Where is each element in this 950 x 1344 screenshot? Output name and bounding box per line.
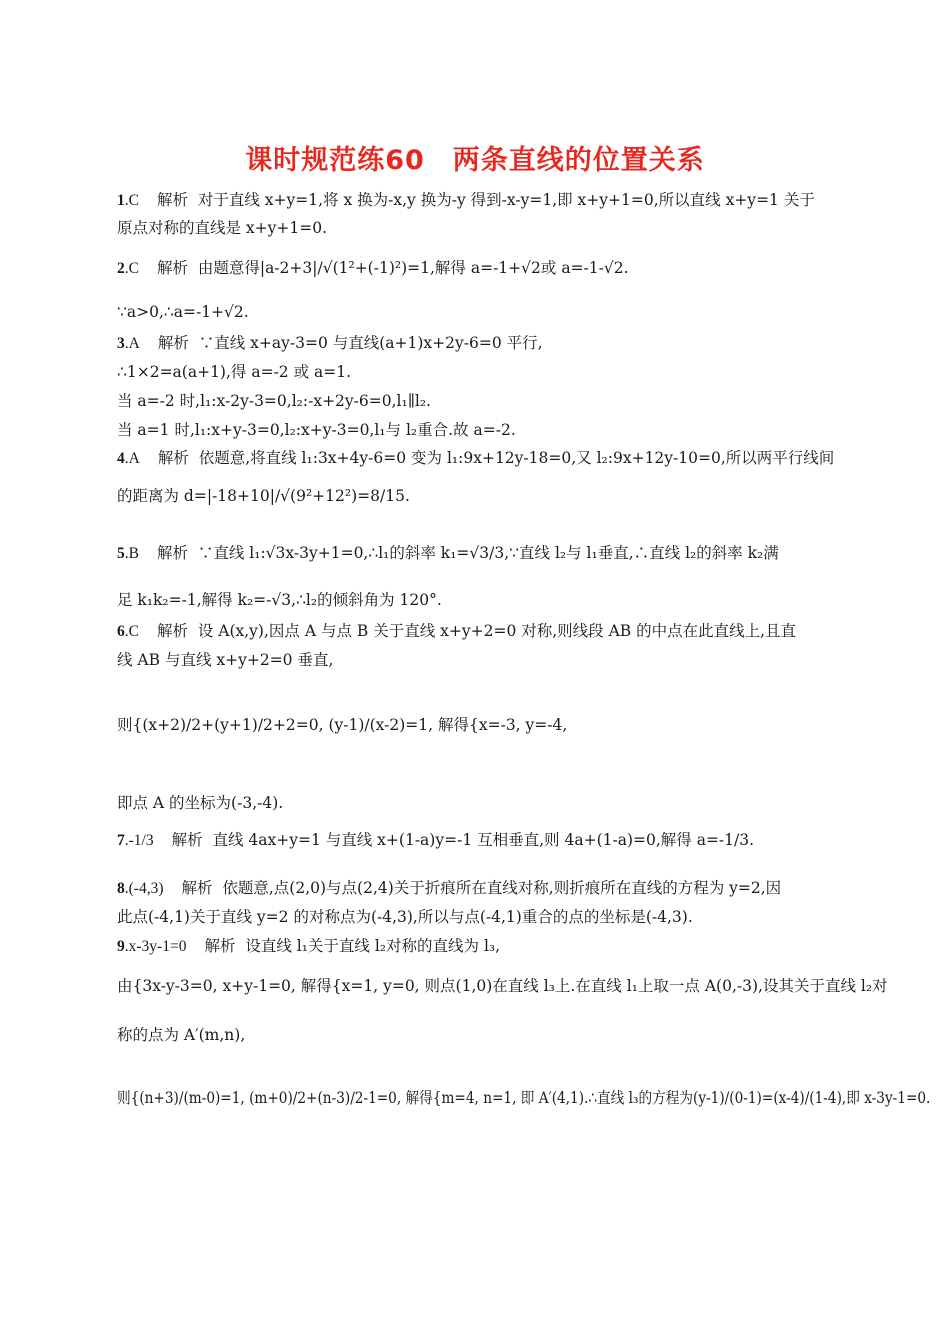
answer-1-line-1: 1.C 解析 对于直线 x+y=1,将 x 换为-x,y 换为-y 得到-x-y=1,即 x+y+1=0,所以直线 x+y=1 关于 xyxy=(117,191,815,209)
analysis-label: 解析 xyxy=(156,622,188,640)
answer-4-line-2: 的距离为 d=|-18+10|/√(9²+12²)=8/15. xyxy=(117,487,410,505)
question-number: 7 xyxy=(117,832,125,849)
answer-5-line-1: 5.B 解析 ∵直线 l₁:√3x-3y+1=0,∴l₁的斜率 k₁=√3/3,∵直线 l₂与 l₁垂直,∴直线 l₂的斜率 k₂满 xyxy=(117,544,779,562)
answer-6-line-1: 6.C 解析 设 A(x,y),因点 A 与点 B 关于直线 x+y+2=0 对称,则线段 AB 的中点在此直线上,且直 xyxy=(117,622,797,640)
answer-2-line-1: 2.C 解析 由题意得|a-2+3|/√(1²+(-1)²)=1,解得 a=-1+√2或 a=-1-√2. xyxy=(117,259,629,277)
question-number: 2 xyxy=(117,260,125,277)
question-number: 3 xyxy=(117,335,125,352)
analysis-label: 解析 xyxy=(156,544,188,562)
answer-2-line-2: ∵a>0,∴a=-1+√2. xyxy=(117,303,249,321)
answer-6-line-4: 即点 A 的坐标为(-3,-4). xyxy=(117,794,284,812)
answer-8-line-2: 此点(-4,1)关于直线 y=2 的对称点为(-4,3),所以与点(-4,1)重合的点的坐标是(-4,3). xyxy=(117,908,693,926)
answer-9-line-1: 9.x-3y-1=0 解析 设直线 l₁关于直线 l₂对称的直线为 l₃, xyxy=(117,937,501,955)
analysis-label: 解析 xyxy=(157,334,189,352)
question-number: 1 xyxy=(117,192,125,209)
page-title: 课时规范练60 两条直线的位置关系 xyxy=(245,145,705,176)
analysis-label: 解析 xyxy=(157,449,189,467)
answer-6-system: 则{(x+2)/2+(y+1)/2+2=0, (y-1)/(x-2)=1, 解得{x=-3, y=-4, xyxy=(117,716,568,734)
analysis-label: 解析 xyxy=(171,831,203,849)
question-number: 6 xyxy=(117,623,125,640)
analysis-label: 解析 xyxy=(181,879,213,897)
answer-1-line-2: 原点对称的直线是 x+y+1=0. xyxy=(117,219,328,237)
question-number: 9 xyxy=(117,938,125,955)
answer-3-line-4: 当 a=1 时,l₁:x+y-3=0,l₂:x+y-3=0,l₁与 l₂重合.故 a=-2. xyxy=(117,421,516,439)
answer-6-line-2: 线 AB 与直线 x+y+2=0 垂直, xyxy=(117,651,334,669)
analysis-label: 解析 xyxy=(204,937,236,955)
answer-9-line-3: 称的点为 A′(m,n), xyxy=(117,1026,246,1044)
answer-5-line-2: 足 k₁k₂=-1,解得 k₂=-√3,∴l₂的倾斜角为 120°. xyxy=(117,591,442,609)
answer-3-line-1: 3.A 解析 ∵直线 x+ay-3=0 与直线(a+1)x+2y-6=0 平行, xyxy=(117,334,543,352)
analysis-label: 解析 xyxy=(156,191,188,209)
answer-8-line-1: 8.(-4,3) 解析 依题意,点(2,0)与点(2,4)关于折痕所在直线对称,则折痕所在直线的方程为 y=2,因 xyxy=(117,879,782,897)
question-number: 4 xyxy=(117,450,125,467)
answer-3-line-2: ∴1×2=a(a+1),得 a=-2 或 a=1. xyxy=(117,363,352,381)
answer-3-line-3: 当 a=-2 时,l₁:x-2y-3=0,l₂:-x+2y-6=0,l₁∥l₂. xyxy=(117,392,431,410)
answer-7-line-1: 7.-1/3 解析 直线 4ax+y=1 与直线 x+(1-a)y=-1 互相垂直,则 4a+(1-a)=0,解得 a=-1/3. xyxy=(117,831,755,849)
answer-9-system-2: 则{(n+3)/(m-0)=1, (m+0)/2+(n-3)/2-1=0, 解得{m=4, n=1, 即 A′(4,1).∴直线 l₃的方程为(y-1)/(0-1)=(x-4)/(1-4),即 x-3y-1=0. xyxy=(117,1089,931,1107)
question-number: 8 xyxy=(117,880,125,897)
question-number: 5 xyxy=(117,545,125,562)
answer-9-system-1: 由{3x-y-3=0, x+y-1=0, 解得{x=1, y=0, 则点(1,0)在直线 l₃上.在直线 l₁上取一点 A(0,-3),设其关于直线 l₂对 xyxy=(117,977,888,995)
analysis-label: 解析 xyxy=(156,259,188,277)
answer-4-line-1: 4.A 解析 依题意,将直线 l₁:3x+4y-6=0 变为 l₁:9x+12y-18=0,又 l₂:9x+12y-10=0,所以两平行线间 xyxy=(117,449,835,467)
